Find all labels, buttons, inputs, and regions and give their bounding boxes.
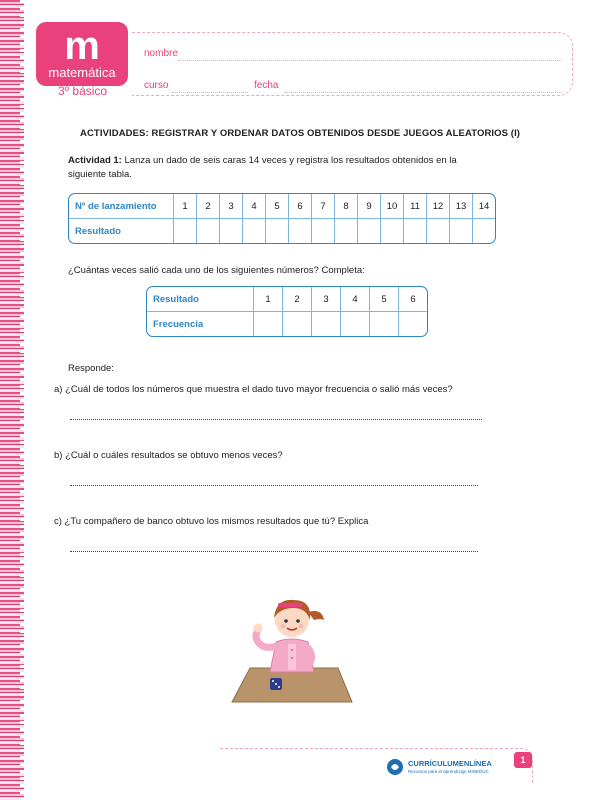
frequency-cell[interactable]	[254, 312, 283, 337]
course-label: curso	[144, 80, 169, 91]
result-row-header: Resultado	[69, 219, 174, 244]
page-title: ACTIVIDADES: REGISTRAR Y ORDENAR DATOS OBTENIDOS DESDE JUEGOS ALEATORIOS (I)	[80, 128, 521, 139]
frequency-table	[146, 286, 428, 337]
course-line[interactable]	[172, 92, 248, 93]
responde-label: Responde:	[68, 363, 114, 374]
result-cell[interactable]	[450, 219, 473, 244]
grade-label: 3º básico	[58, 84, 108, 98]
footer-brand: CURRÍCULUMENLÍNEA	[408, 759, 492, 768]
question-b: b) ¿Cuál o cuáles resultados se obtuvo menos veces?	[54, 450, 283, 461]
page-number: 1	[514, 752, 532, 768]
result-header: Resultado	[147, 287, 254, 312]
date-label: fecha	[254, 80, 279, 91]
frequency-cell[interactable]	[312, 312, 341, 337]
header-frame	[132, 32, 573, 96]
matematica-logo	[36, 22, 128, 86]
frequency-question: ¿Cuántas veces salió cada uno de los siguientes números? Completa:	[68, 265, 365, 276]
footer-tagline: Recursos para el aprendizaje MINEDUC	[408, 769, 489, 774]
question-a: a) ¿Cuál de todos los números que muestra el dado tuvo mayor frecuencia o salió más veces?	[54, 384, 453, 395]
left-decorative-border	[0, 0, 24, 800]
result-cell[interactable]	[289, 219, 312, 244]
logo-letter: m	[64, 24, 100, 68]
result-cell[interactable]	[427, 219, 450, 244]
launch-col: 14	[473, 194, 496, 219]
activity-instructions	[68, 154, 488, 182]
frequency-cell[interactable]	[341, 312, 370, 337]
result-cell[interactable]	[174, 219, 197, 244]
launch-col: 13	[450, 194, 473, 219]
launch-col: 5	[266, 194, 289, 219]
result-value: 6	[399, 287, 428, 312]
launch-col: 7	[312, 194, 335, 219]
launch-col: 4	[243, 194, 266, 219]
launch-table	[68, 193, 496, 244]
result-value: 1	[254, 287, 283, 312]
logo-word: matemática	[48, 65, 116, 80]
result-cell[interactable]	[381, 219, 404, 244]
frequency-cell[interactable]	[399, 312, 428, 337]
result-value: 4	[341, 287, 370, 312]
launch-col: 9	[358, 194, 381, 219]
frequency-cell[interactable]	[370, 312, 399, 337]
answer-line-b[interactable]	[70, 484, 478, 486]
launch-col: 1	[174, 194, 197, 219]
launch-col: 11	[404, 194, 427, 219]
result-cell[interactable]	[312, 219, 335, 244]
result-value: 3	[312, 287, 341, 312]
answer-line-c[interactable]	[70, 550, 478, 552]
launch-col: 10	[381, 194, 404, 219]
launch-col: 2	[197, 194, 220, 219]
launch-col: 12	[427, 194, 450, 219]
frequency-header: Frecuencia	[147, 312, 254, 337]
name-label: nombre	[144, 48, 178, 59]
date-line[interactable]	[284, 92, 562, 93]
frequency-cell[interactable]	[283, 312, 312, 337]
result-cell[interactable]	[266, 219, 289, 244]
question-c: c) ¿Tu compañero de banco obtuvo los mismos resultados que tú? Explica	[54, 516, 369, 527]
result-cell[interactable]	[220, 219, 243, 244]
result-cell[interactable]	[358, 219, 381, 244]
result-cell[interactable]	[243, 219, 266, 244]
activity-label: Actividad 1:	[68, 155, 122, 166]
curriculum-logo-icon	[386, 758, 404, 776]
name-line[interactable]	[178, 60, 562, 61]
result-cell[interactable]	[404, 219, 427, 244]
result-value: 2	[283, 287, 312, 312]
result-cell[interactable]	[335, 219, 358, 244]
launch-number-header: Nº de lanzamiento	[69, 194, 174, 219]
result-value: 5	[370, 287, 399, 312]
launch-col: 6	[289, 194, 312, 219]
girl-rolling-dice-icon	[228, 590, 358, 708]
result-cell[interactable]	[197, 219, 220, 244]
activity-text: Lanza un dado de seis caras 14 veces y registra los resultados obtenidos en la siguiente tabla.	[68, 155, 457, 180]
launch-col: 8	[335, 194, 358, 219]
result-cell[interactable]	[473, 219, 496, 244]
launch-col: 3	[220, 194, 243, 219]
answer-line-a[interactable]	[70, 418, 482, 420]
